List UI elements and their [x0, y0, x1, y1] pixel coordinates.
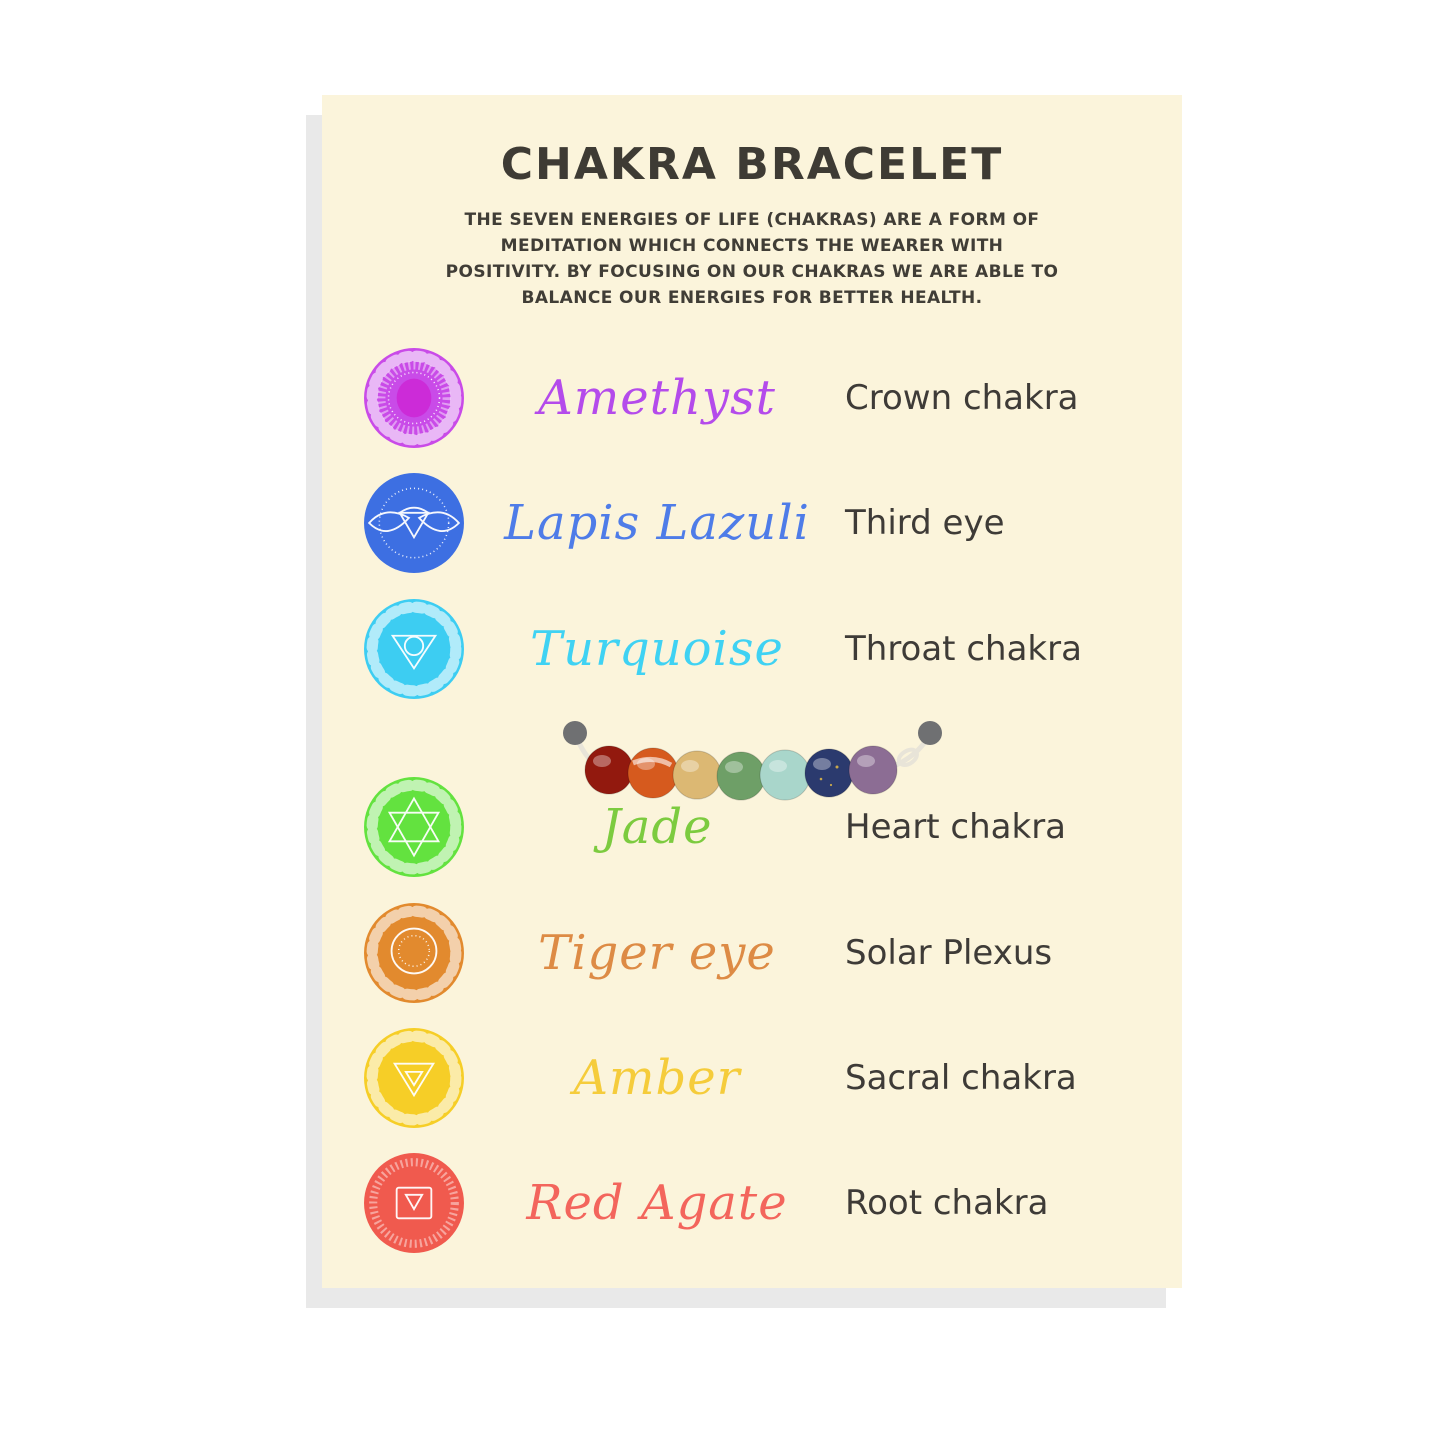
third-eye-chakra-icon [363, 472, 465, 574]
chakra-card [322, 95, 1182, 1288]
stone-name: Red Agate [526, 1175, 788, 1231]
stone-name: Amethyst [538, 370, 776, 426]
solar-plexus-chakra-icon [363, 902, 465, 1004]
page-title: CHAKRA BRACELET [500, 139, 1004, 190]
subtitle-line: POSITIVITY. BY FOCUSING ON OUR CHAKRAS WE ARE ABLE TO [445, 262, 1059, 282]
stone-name: Lapis Lazuli [504, 495, 810, 551]
cord-end-left [563, 721, 587, 745]
citrine-bead [673, 751, 721, 799]
sacral-chakra-icon [363, 1027, 465, 1129]
jade-bead [717, 752, 765, 800]
chakra-label: Solar Plexus [845, 933, 1053, 973]
chakra-bracelet-image [559, 707, 959, 812]
stone-name: Jade [601, 799, 713, 855]
chakra-label: Heart chakra [845, 807, 1067, 847]
heart-chakra-icon [363, 776, 465, 878]
crown-chakra-icon [363, 347, 465, 449]
chakra-label: Crown chakra [845, 378, 1079, 418]
chakra-label: Sacral chakra [845, 1058, 1077, 1098]
stone-name: Amber [573, 1050, 741, 1106]
amazonite-bead [760, 750, 810, 800]
stone-name: Tiger eye [538, 925, 776, 981]
carnelian-bead [628, 748, 678, 798]
subtitle-line: MEDITATION WHICH CONNECTS THE WEARER WITH [500, 236, 1004, 256]
red-agate-bead [585, 746, 633, 794]
chakra-label: Third eye [845, 503, 1005, 543]
chakra-label: Throat chakra [845, 629, 1082, 669]
cord-end-right [918, 721, 942, 745]
amethyst-bead [849, 746, 897, 794]
subtitle [322, 207, 1182, 311]
stone-name: Turquoise [530, 621, 784, 677]
lapis-lazuli-bead [805, 749, 853, 797]
subtitle-line: BALANCE OUR ENERGIES FOR BETTER HEALTH. [521, 288, 983, 308]
root-chakra-icon [363, 1152, 465, 1254]
subtitle-line: THE SEVEN ENERGIES OF LIFE (CHAKRAS) ARE A FORM OF [464, 210, 1040, 230]
throat-chakra-icon [363, 598, 465, 700]
chakra-label: Root chakra [845, 1183, 1049, 1223]
